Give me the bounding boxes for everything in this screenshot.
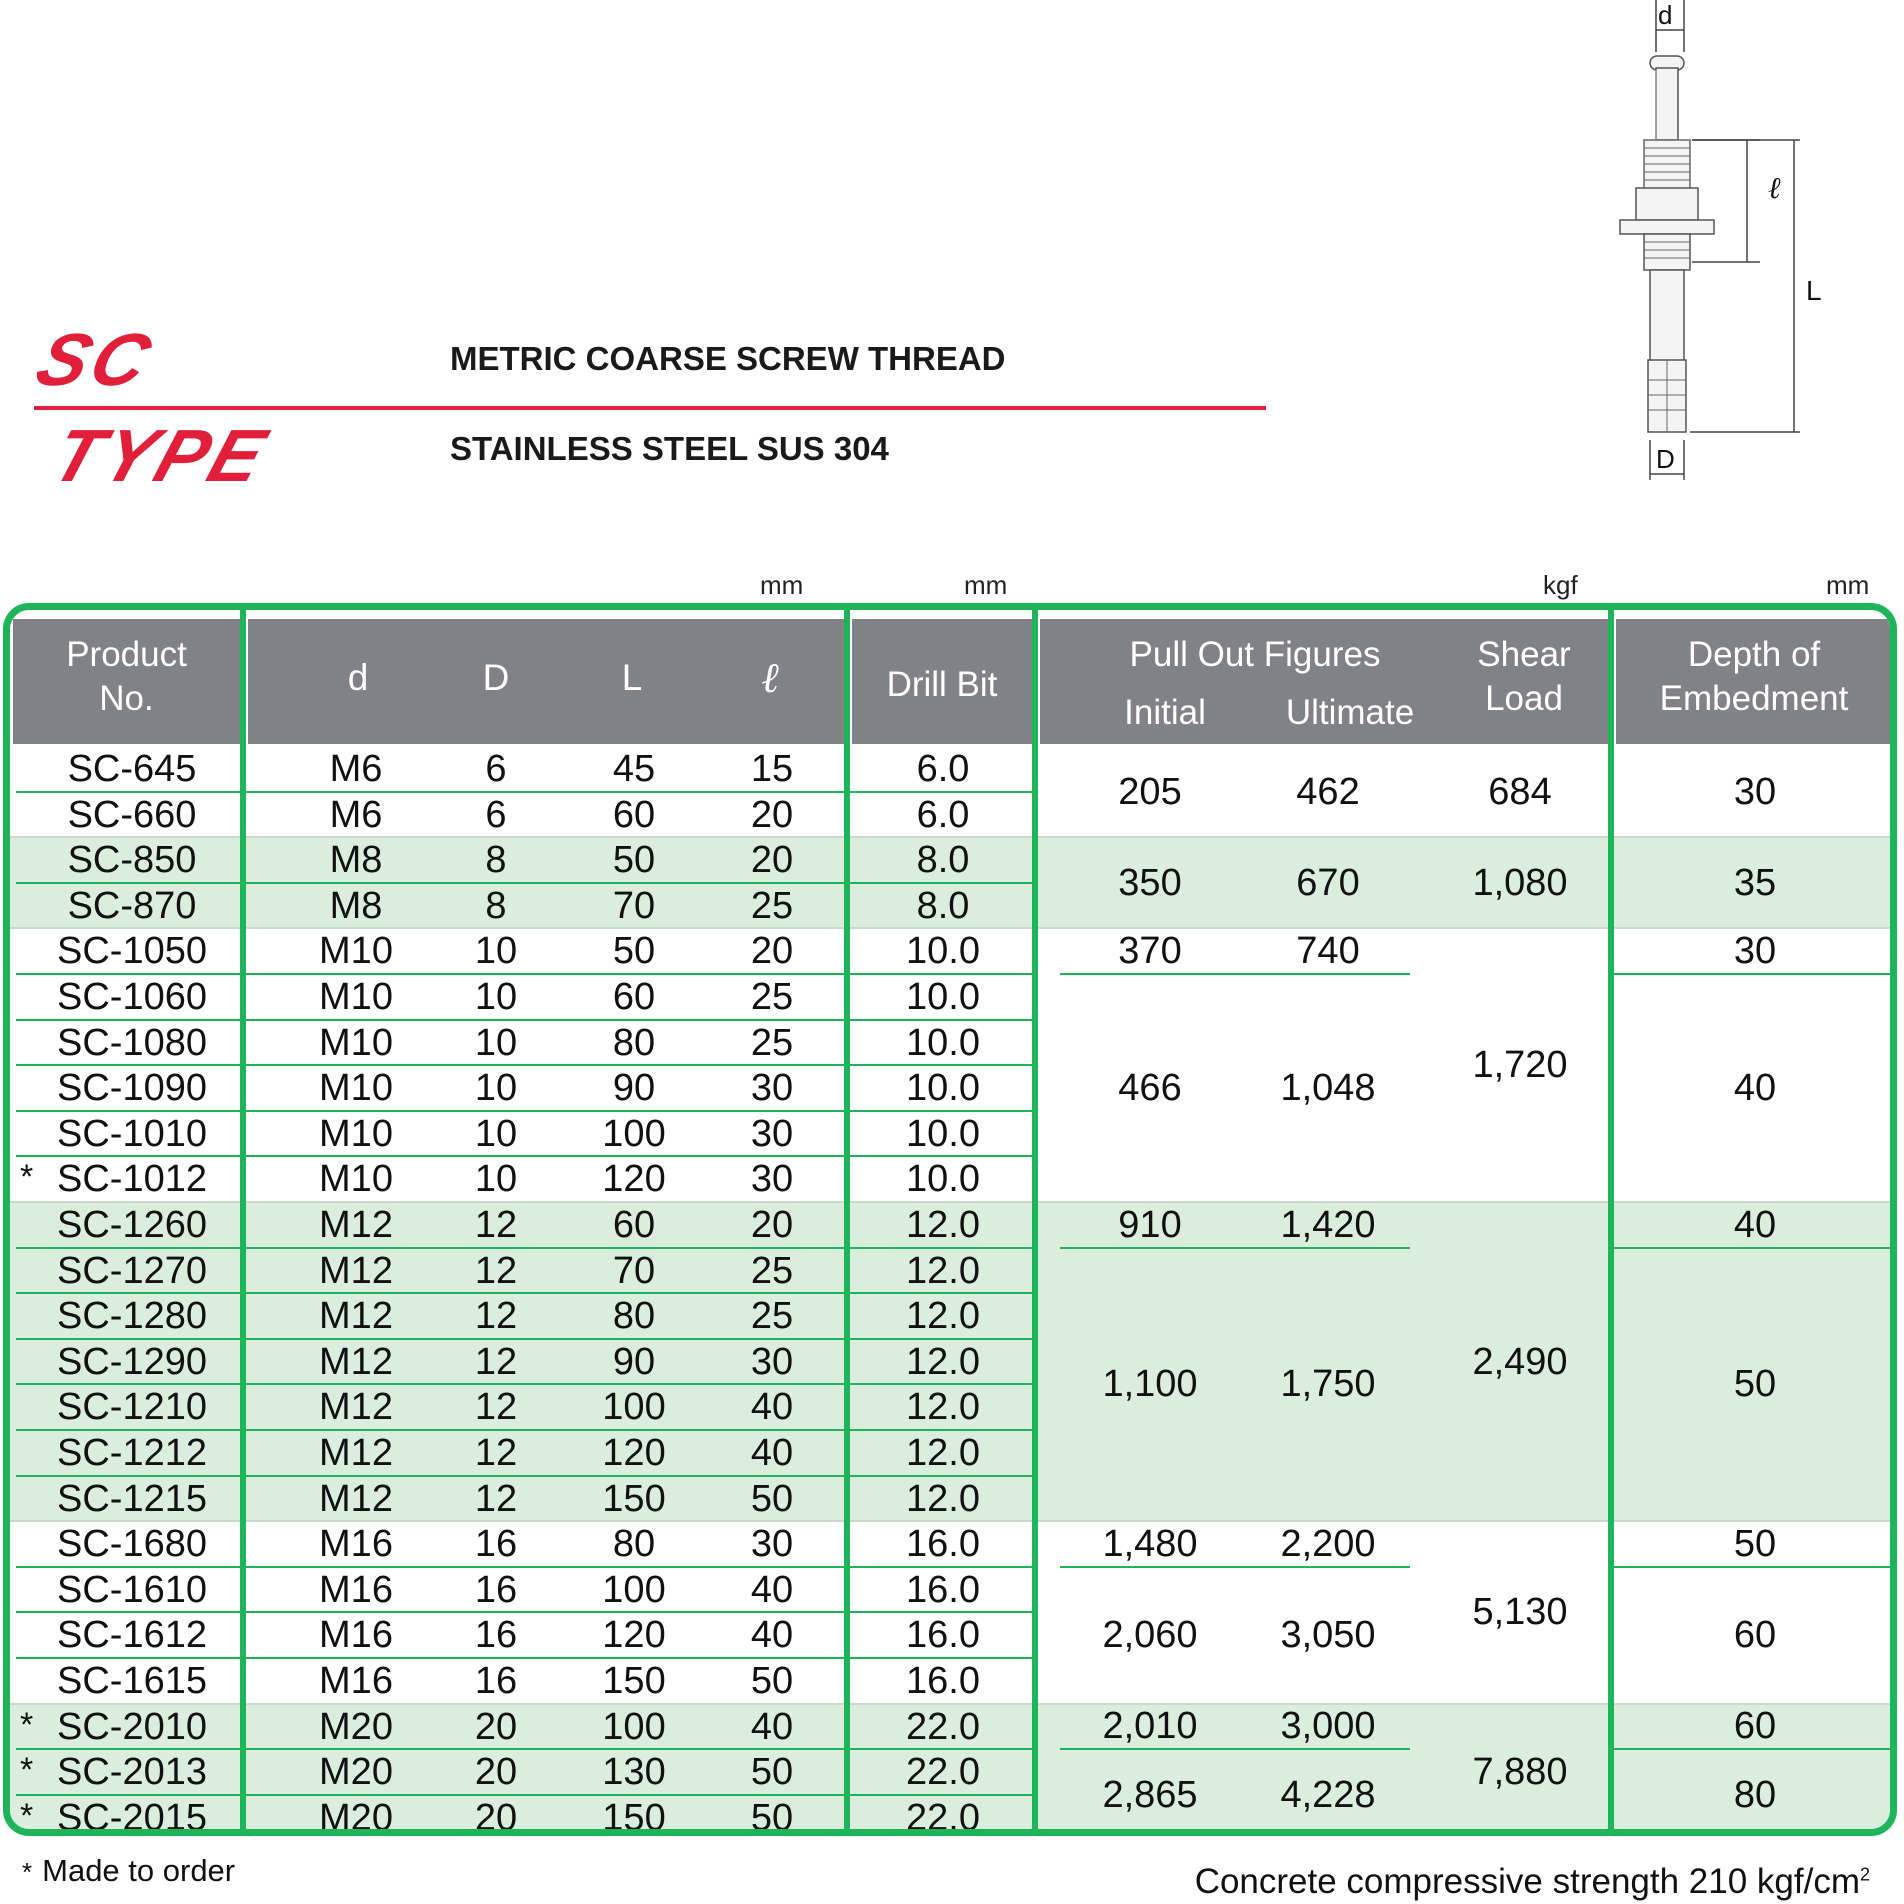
cell-dia-D: 10 [474,1112,518,1155]
header-product: Product No. [13,619,240,744]
cell-length-L: 100 [602,1386,666,1429]
cell-product-no: SC-2015 [57,1796,207,1836]
cell-product-no: SC-1680 [57,1523,207,1566]
cell-pullout-ultimate: 1,048 [1280,1067,1376,1109]
cell-dia-D: 16 [474,1660,518,1702]
cell-thread-length: 25 [750,976,794,1018]
cell-dia-D: 20 [474,1796,518,1836]
cell-dia-D: 12 [474,1477,518,1520]
cell-thread-d: M12 [319,1340,393,1383]
cell-pullout-initial: 205 [1118,770,1182,813]
made-to-order-star: * [20,1751,34,1790]
cell-pullout-ultimate: 462 [1296,770,1360,813]
cell-thread-d: M10 [319,976,393,1018]
cell-drill-bit: 16.0 [906,1660,980,1702]
cell-depth: 40 [1733,1203,1777,1246]
cell-pullout-ultimate: 3,050 [1280,1614,1376,1657]
cell-thread-length: 20 [750,839,794,882]
brand-logo-type: TYPE [42,414,279,497]
cell-drill-bit: 10.0 [906,976,980,1018]
cell-thread-d: M16 [319,1523,393,1566]
header-dimensions [248,619,844,744]
cell-dia-D: 12 [474,1249,518,1292]
cell-dia-D: 16 [474,1614,518,1657]
cell-thread-length: 30 [750,1112,794,1155]
cell-dia-D: 10 [474,930,518,973]
cell-thread-d: M16 [319,1660,393,1702]
cell-product-no: SC-1210 [57,1386,207,1429]
cell-drill-bit: 10.0 [906,930,980,973]
cell-depth: 40 [1733,1067,1777,1109]
cell-pullout-initial: 466 [1118,1067,1182,1109]
cell-product-no: SC-1270 [57,1249,207,1292]
cell-drill-bit: 12.0 [906,1249,980,1292]
cell-length-L: 80 [612,1523,656,1566]
cell-length-L: 100 [602,1112,666,1155]
cell-length-L: 60 [612,793,656,836]
cell-thread-d: M12 [319,1386,393,1429]
red-divider [34,406,1266,410]
cell-thread-d: M6 [329,793,383,836]
cell-thread-d: M10 [319,1158,393,1201]
cell-product-no: SC-645 [67,748,197,790]
cell-product-no: SC-1080 [57,1021,207,1064]
cell-drill-bit: 6.0 [916,793,970,836]
header-loads [1040,619,1608,744]
cell-length-L: 45 [612,748,656,790]
cell-thread-d: M12 [319,1295,393,1338]
header-l: ℓ [761,653,779,702]
cell-shear-load: 2,490 [1472,1340,1568,1383]
cell-thread-length: 40 [750,1432,794,1474]
unit-load: kgf [1543,570,1578,600]
cell-product-no: SC-1212 [57,1432,207,1474]
cell-pullout-initial: 2,010 [1102,1705,1198,1748]
cell-drill-bit: 8.0 [916,839,970,882]
cell-thread-length: 25 [750,1021,794,1064]
column-separator [844,610,850,1836]
cell-pullout-initial: 2,060 [1102,1614,1198,1657]
material-heading: STAINLESS STEEL SUS 304 [450,430,889,467]
footnote-star: * [22,1857,33,1887]
cell-length-L: 60 [612,976,656,1018]
cell-product-no: SC-2010 [57,1705,207,1748]
cell-product-no: SC-2013 [57,1751,207,1794]
cell-drill-bit: 10.0 [906,1112,980,1155]
cell-depth: 35 [1733,861,1777,904]
cell-depth: 60 [1733,1705,1777,1748]
cell-product-no: SC-1090 [57,1067,207,1110]
cell-thread-length: 50 [750,1751,794,1794]
cell-length-L: 150 [602,1477,666,1520]
cell-thread-length: 50 [750,1796,794,1836]
cell-depth: 80 [1733,1773,1777,1816]
cell-length-L: 50 [612,930,656,973]
anchor-diagram [1600,0,1900,490]
cell-length-L: 150 [602,1796,666,1836]
cell-thread-d: M8 [329,839,383,882]
cell-pullout-ultimate: 1,750 [1280,1363,1376,1406]
cell-depth: 50 [1733,1363,1777,1406]
thread-heading: METRIC COARSE SCREW THREAD [450,340,1006,377]
header-d: d [347,657,369,698]
cell-dia-D: 6 [485,793,507,836]
made-to-order-note: * Made to order [22,1853,236,1888]
cell-thread-length: 40 [750,1614,794,1657]
cell-length-L: 120 [602,1432,666,1474]
cell-dia-D: 10 [474,1067,518,1110]
cell-thread-d: M10 [319,1112,393,1155]
cell-dia-D: 10 [474,1158,518,1201]
header-ultimate: Ultimate [1285,693,1415,732]
diagram-label-d: d [1658,0,1673,30]
cell-product-no: SC-1060 [57,976,207,1018]
cell-thread-d: M16 [319,1568,393,1611]
cell-pullout-ultimate: 740 [1296,930,1360,973]
cell-drill-bit: 8.0 [916,884,970,927]
made-to-order-star: * [20,1796,34,1835]
unit-dims: mm [760,570,804,600]
brand-logo-sc: SC [26,318,165,401]
unit-drill: mm [964,570,1008,600]
cell-drill-bit: 12.0 [906,1340,980,1383]
cell-thread-d: M10 [319,930,393,973]
cell-pullout-ultimate: 3,000 [1280,1705,1376,1748]
header-D: D [482,657,510,698]
cell-product-no: SC-1010 [57,1112,207,1155]
cell-depth: 60 [1733,1614,1777,1657]
cell-drill-bit: 22.0 [906,1796,980,1836]
cell-thread-length: 30 [750,1067,794,1110]
cell-thread-length: 15 [750,748,794,790]
cell-thread-d: M20 [319,1705,393,1748]
cell-length-L: 90 [612,1340,656,1383]
cell-depth: 30 [1733,770,1777,813]
cell-dia-D: 12 [474,1204,518,1246]
cell-thread-d: M12 [319,1432,393,1474]
cell-pullout-initial: 1,480 [1102,1523,1198,1565]
cell-dia-D: 12 [474,1386,518,1429]
cell-dia-D: 16 [474,1568,518,1611]
cell-length-L: 80 [612,1021,656,1064]
header-drill: Drill Bit [852,619,1032,744]
header-pullout: Pull Out Figures [1129,635,1381,674]
cell-pullout-ultimate: 2,200 [1280,1523,1376,1565]
cell-product-no: SC-1215 [57,1477,207,1520]
diagram-label-D: D [1656,444,1675,474]
cell-pullout-ultimate: 4,228 [1280,1773,1376,1816]
cell-thread-length: 40 [750,1386,794,1429]
cell-product-no: SC-1260 [57,1204,207,1246]
cell-product-no: SC-870 [67,884,197,927]
cell-pullout-ultimate: 1,420 [1280,1203,1376,1246]
cell-product-no: SC-1290 [57,1340,207,1383]
cell-length-L: 130 [602,1751,666,1794]
cell-drill-bit: 12.0 [906,1477,980,1520]
cell-length-L: 60 [612,1204,656,1246]
cell-length-L: 90 [612,1067,656,1110]
cell-thread-length: 50 [750,1477,794,1520]
cell-drill-bit: 16.0 [906,1568,980,1611]
cell-thread-d: M8 [329,884,383,927]
cell-length-L: 70 [612,884,656,927]
cell-thread-length: 25 [750,884,794,927]
cell-pullout-ultimate: 670 [1296,861,1360,904]
cell-drill-bit: 12.0 [906,1432,980,1474]
cell-product-no: SC-1610 [57,1568,207,1611]
cell-product-no: SC-1280 [57,1295,207,1338]
cell-thread-length: 40 [750,1568,794,1611]
cell-length-L: 50 [612,839,656,882]
spec-table [3,603,1897,1836]
cell-pullout-initial: 350 [1118,861,1182,904]
cell-product-no: SC-1612 [57,1614,207,1657]
cell-thread-d: M20 [319,1796,393,1836]
cell-pullout-initial: 2,865 [1102,1773,1198,1816]
cell-thread-length: 20 [750,930,794,973]
cell-depth: 30 [1733,930,1777,973]
cell-dia-D: 12 [474,1340,518,1383]
cell-thread-length: 20 [750,1204,794,1246]
cell-dia-D: 20 [474,1751,518,1794]
cell-dia-D: 10 [474,976,518,1018]
cell-drill-bit: 6.0 [916,748,970,790]
diagram-label-l: ℓ [1768,171,1781,206]
cell-length-L: 120 [602,1614,666,1657]
cell-drill-bit: 10.0 [906,1067,980,1110]
cell-thread-d: M12 [319,1249,393,1292]
cell-product-no: SC-660 [67,793,197,836]
cell-thread-d: M16 [319,1614,393,1657]
cell-length-L: 120 [602,1158,666,1201]
cell-product-no: SC-1050 [57,930,207,973]
cell-length-L: 100 [602,1705,666,1748]
cell-thread-d: M20 [319,1751,393,1794]
cell-length-L: 80 [612,1295,656,1338]
cell-pullout-initial: 910 [1118,1203,1182,1246]
header-initial: Initial [1124,693,1206,732]
cell-product-no: SC-850 [67,839,197,882]
cell-pullout-initial: 1,100 [1102,1363,1198,1406]
cell-shear-load: 1,080 [1472,861,1568,904]
cell-thread-length: 30 [750,1523,794,1566]
cell-thread-length: 50 [750,1660,794,1702]
cell-dia-D: 16 [474,1523,518,1566]
brand-logo [20,318,360,497]
cell-thread-d: M12 [319,1204,393,1246]
cell-shear-load: 1,720 [1472,1044,1568,1087]
header-depth: Depth of Embedment [1616,619,1892,744]
cell-thread-d: M10 [319,1021,393,1064]
cell-drill-bit: 10.0 [906,1021,980,1064]
cell-dia-D: 6 [485,748,507,790]
cell-drill-bit: 16.0 [906,1523,980,1566]
concrete-note: Concrete compressive strength 210 kgf/$cm^2$ [1194,1862,1870,1901]
made-to-order-star: * [20,1705,34,1744]
unit-depth: mm [1826,570,1870,600]
cell-thread-d: M6 [329,748,383,790]
cell-drill-bit: 16.0 [906,1614,980,1657]
cell-drill-bit: 12.0 [906,1204,980,1246]
cell-length-L: 150 [602,1660,666,1702]
cell-thread-length: 40 [750,1705,794,1748]
cell-length-L: 70 [612,1249,656,1292]
cell-thread-d: M12 [319,1477,393,1520]
cell-drill-bit: 22.0 [906,1751,980,1794]
cell-pullout-initial: 370 [1118,930,1182,973]
cell-shear-load: 5,130 [1472,1591,1568,1634]
cell-product-no: SC-1615 [57,1660,207,1702]
cell-dia-D: 20 [474,1705,518,1748]
cell-shear-load: 684 [1488,770,1552,813]
cell-shear-load: 7,880 [1472,1751,1568,1793]
cell-dia-D: 8 [485,884,507,927]
cell-depth: 50 [1733,1523,1777,1565]
header-shear-2: Load [1485,679,1563,718]
cell-dia-D: 12 [474,1432,518,1474]
cell-drill-bit: 12.0 [906,1386,980,1429]
diagram-label-L: L [1806,275,1822,306]
cell-length-L: 100 [602,1568,666,1611]
cell-dia-D: 8 [485,839,507,882]
cell-thread-d: M10 [319,1067,393,1110]
header-shear-1: Shear [1477,635,1571,674]
header-L: L [621,657,643,698]
cell-drill-bit: 22.0 [906,1705,980,1748]
cell-drill-bit: 10.0 [906,1158,980,1201]
cell-thread-length: 30 [750,1158,794,1201]
cell-dia-D: 12 [474,1295,518,1338]
column-separator [1032,610,1038,1836]
cell-dia-D: 10 [474,1021,518,1064]
cell-thread-length: 30 [750,1340,794,1383]
cell-thread-length: 20 [750,793,794,836]
cell-thread-length: 25 [750,1249,794,1292]
cell-product-no: SC-1012 [57,1158,207,1201]
cell-thread-length: 25 [750,1295,794,1338]
made-to-order-star: * [20,1158,34,1197]
cell-drill-bit: 12.0 [906,1295,980,1338]
